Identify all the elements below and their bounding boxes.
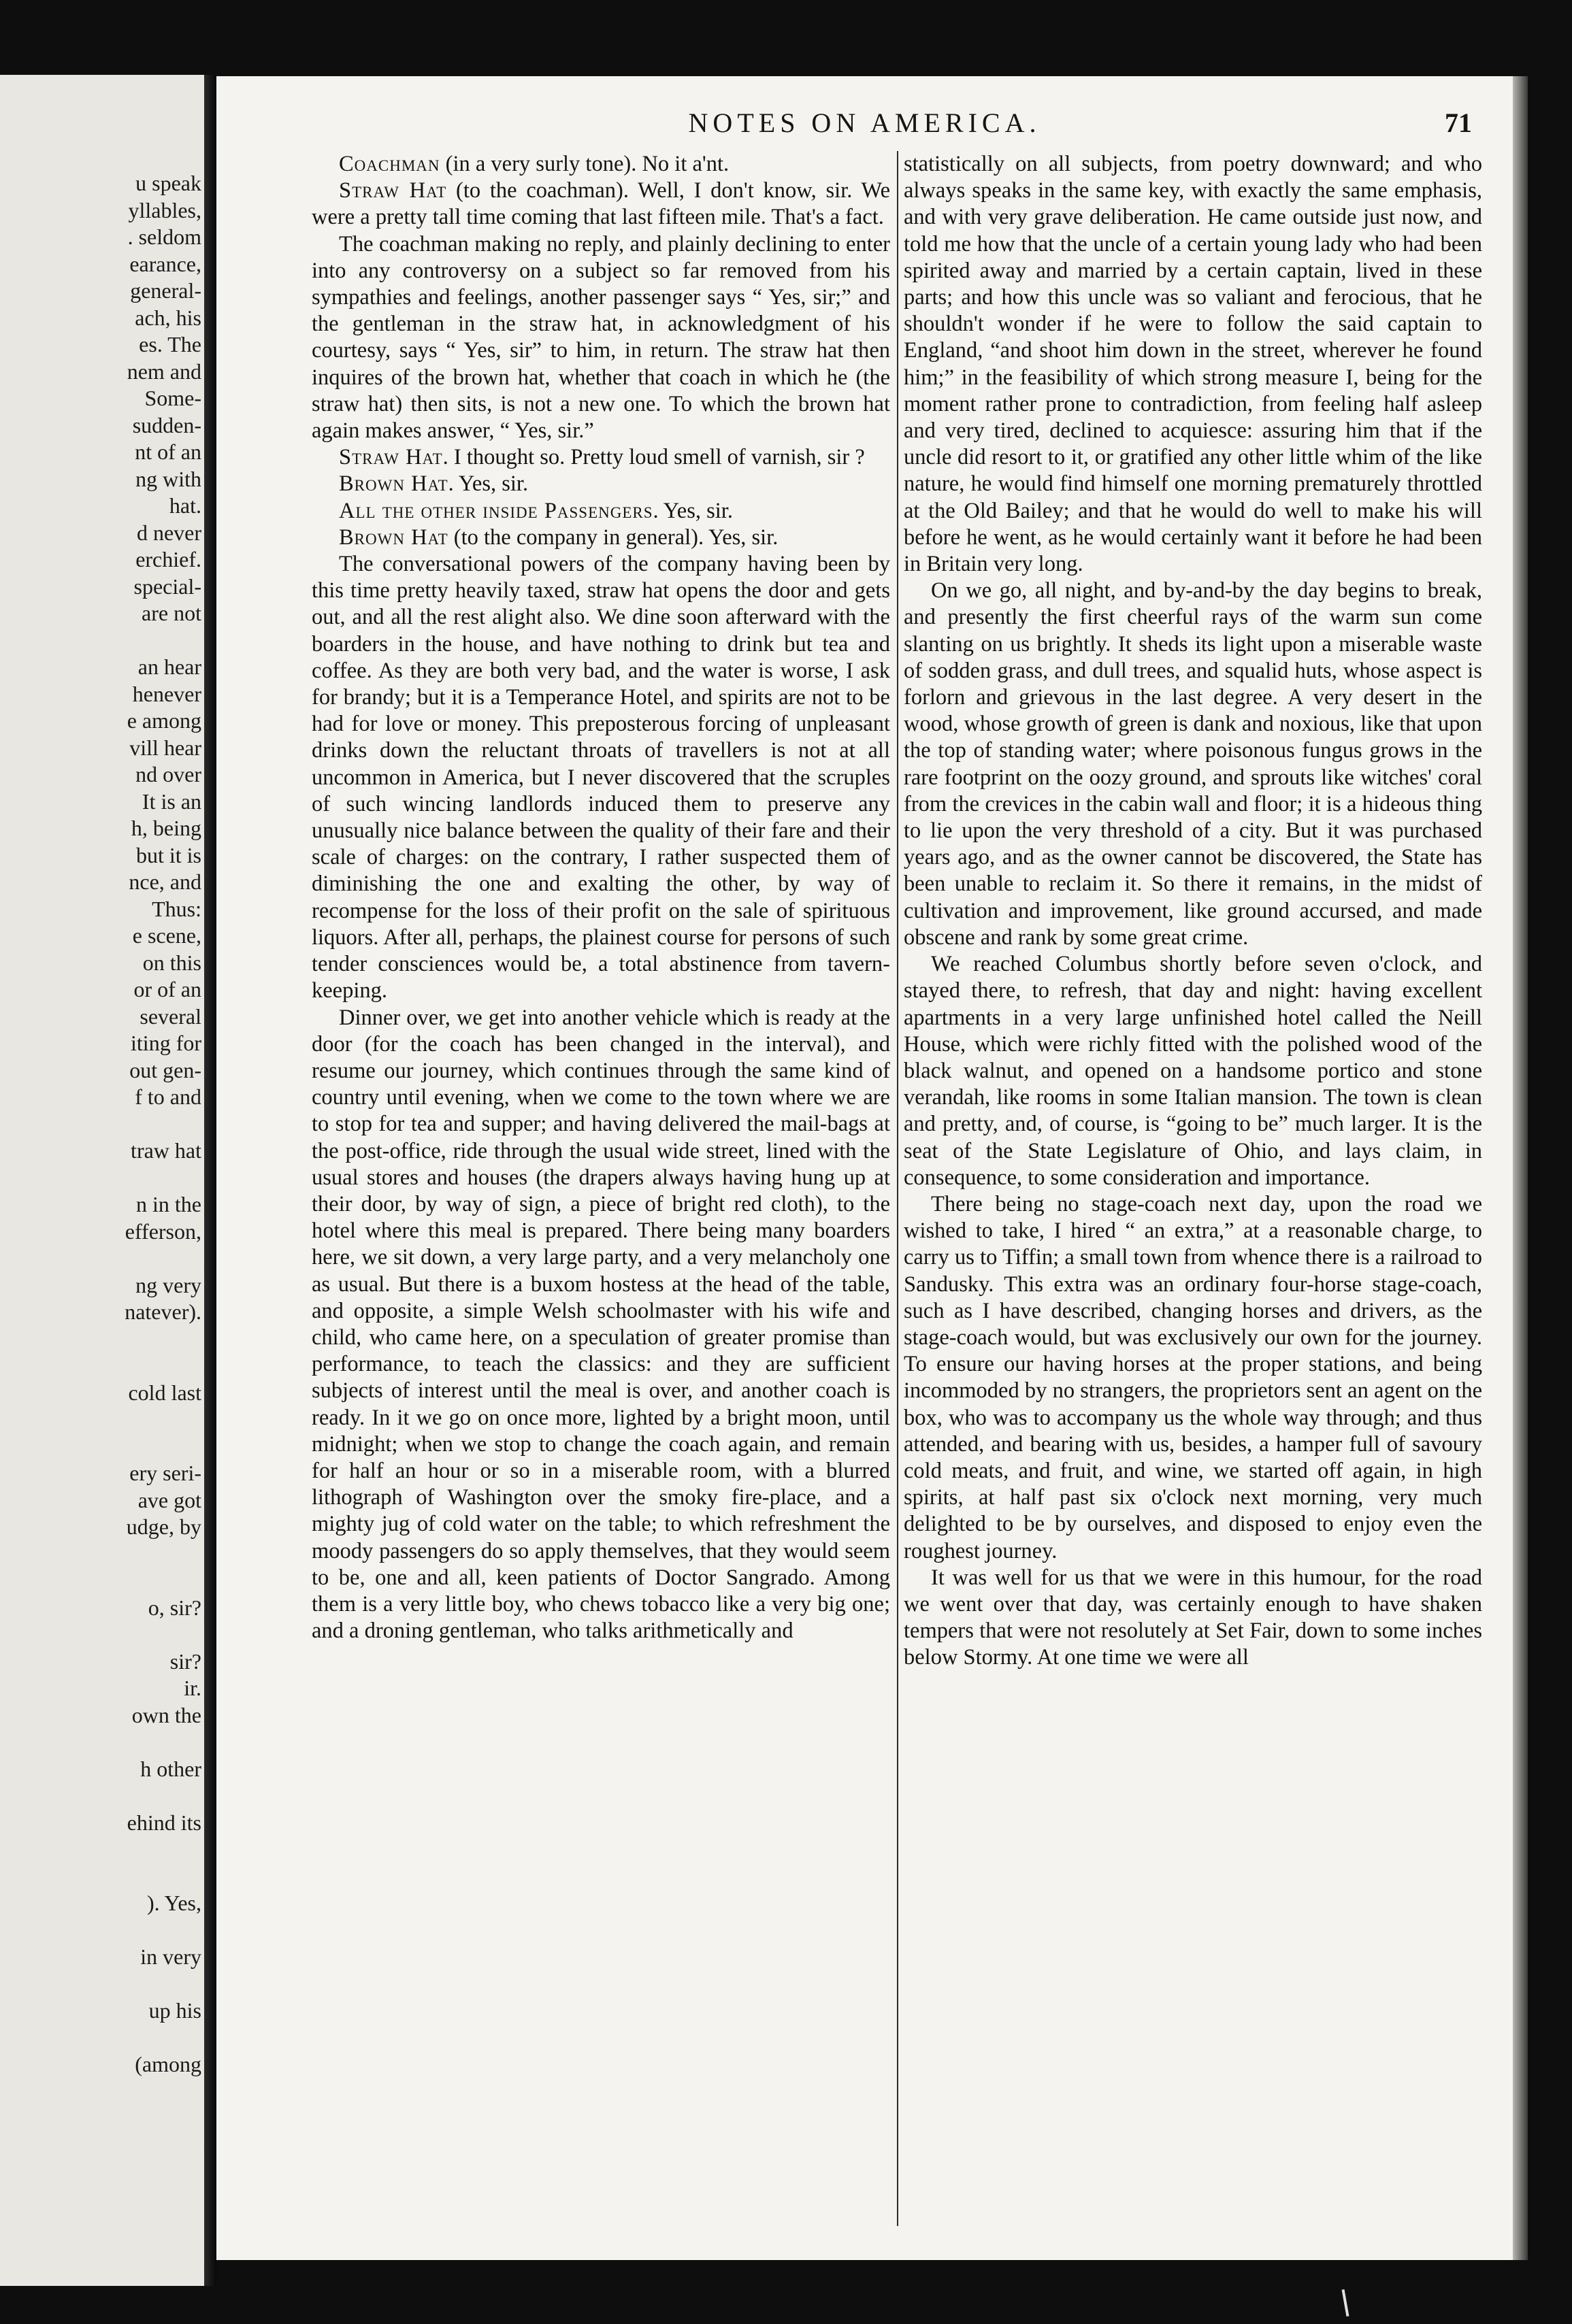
- facing-page-line: [0, 1406, 201, 1433]
- paragraph-text: (to the coachman). Well, I don't know, sir. We were a pretty tall time coming that last fifteen mile. That's a fact.: [312, 178, 890, 230]
- facing-page-line: several: [140, 1003, 201, 1029]
- facing-page-line: ave got: [137, 1487, 201, 1512]
- facing-page-line: es. The: [139, 332, 201, 356]
- paragraph-text: Dinner over, we get into another vehicle which is ready at the door (for the coach has been changed in the interval), and resume our journey, which continues through the same kind of country until evening, when we come to the town where we are to stop for tea and supper; and having delivered the mail-bags at the post-office, ride through the usual wide street, lined with the usual stores and houses (the drapers always having hung up at their door, by way of sign, a piece of bright red cloth), to the hotel where this meal is prepared. There being many boarders here, we sit down, a very large party, and a very melancholy one as usual. But there is a buxom hostess at the head of the table, and opposite, a simple Welsh schoolmaster with his wife and child, who came here, on a speculation of greater promise than performance, to teach the classics: and they are sufficient subjects of interest until the meal is over, and another coach is ready. In it we go on once more, lighted by a bright moon, until midnight; when we stop to change the coach again, and remain for half an hour or so in a miserable room, with a blurred lithograph of Washington over the smoky fire-place, and a mighty jug of cold water on the table; to which refreshment the moody passengers do so apply themselves, that they would seem to be, one and all, keen patients of Doctor Sangrado. Among them is a very little boy, who chews tobacco like a very big one; and a droning gentleman, who talks arithmetically and: [312, 1005, 890, 1644]
- facing-page-line: are not: [142, 601, 201, 625]
- facing-page-line: [0, 1863, 201, 1891]
- dialogue-line: [312, 151, 890, 178]
- facing-page-line: ). Yes,: [146, 1891, 201, 1915]
- facing-page-line: u speak: [135, 171, 201, 195]
- dialogue-line: [312, 178, 890, 231]
- facing-page-line: general-: [130, 278, 201, 303]
- column-divider: [897, 151, 898, 2226]
- facing-page-line: h other: [140, 1756, 201, 1781]
- speaker-name: Brown Hat: [339, 525, 448, 550]
- facing-page-line: h, being: [131, 816, 201, 840]
- facing-page-line: nce, and: [129, 869, 201, 894]
- facing-page-line: [0, 1326, 201, 1353]
- dialogue-line: [312, 471, 890, 497]
- paragraph: statistically on all subjects, from poetry downward; and who always speaks in the same key, with exactly the same emphasis, and with very grave deliberation. He came outside just now, and told me how that the uncle of a certain young lady who had been spirited away and married by a certain captain, lived in these parts; and how this uncle was so valiant and ferocious, that he shouldn't wonder if he were to follow the said captain to England, “and shoot him down in the street, wherever he found him;” in the feasibility of which strong measure I, being for the moment rather prone to contradiction, from feeling half asleep and very tired, declined to acquiesce: assuring him that if the uncle did resort to it, or gratified any other little whim of the like nature, he would find himself one morning prematurely throttled at the Old Bailey; and that he would do well to make his will before he went, as he would certainly want it before he had been in Britain very long.: [904, 152, 1482, 577]
- facing-page-line: (among: [135, 2052, 201, 2076]
- page-edge: [1513, 76, 1528, 2260]
- facing-page-line: Some-: [144, 386, 201, 410]
- paragraph: We reached Columbus shortly before seven o'clock, and stayed there, to refresh, that day and night: having excellent apartments in a very large unfinished hotel called the Neill House, which were richly fitted with the polished wood of the black walnut, and opened on a handsome portico and stone verandah, like rooms in some Italian mansion. The town is clean and pretty, and, of course, is “going to be” much larger. It is the seat of the State Legislature of Ohio, and lays claim, in consequence, to some consideration and importance.: [904, 952, 1482, 1190]
- facing-page-line: but it is: [135, 842, 201, 867]
- facing-page-line: f to and: [135, 1084, 201, 1109]
- facing-page-line: nt of an: [135, 439, 201, 464]
- facing-page-line: nem and: [127, 359, 201, 384]
- facing-page-fragment: [0, 75, 204, 2286]
- paragraph-text: (to the company in general). Yes, sir.: [448, 525, 779, 550]
- facing-page-line: [0, 1782, 201, 1810]
- paragraph-text: (in a very surly tone). No it a'nt.: [440, 152, 730, 176]
- speaker-name: All the other inside Passengers: [339, 498, 653, 523]
- facing-page-line: e among: [127, 708, 201, 733]
- dialogue-line: [312, 525, 890, 551]
- facing-page-line: an hear: [137, 654, 201, 679]
- facing-page-line: vill hear: [129, 735, 201, 760]
- facing-page-line: erchief.: [135, 547, 201, 571]
- facing-page-line: ng with: [135, 466, 201, 491]
- facing-page-line: sudden-: [132, 412, 201, 437]
- facing-page-text: [0, 170, 201, 2078]
- book-page: [216, 76, 1513, 2260]
- paragraph: On we go, all night, and by-and-by the day begins to break, and presently the first cheerful rays of the warm sun come slanting on us brightly. It sheds its light upon a miserable waste of sodden grass, and dull trees, and squalid huts, whose aspect is forlorn and grievous in the last degree. A very desert in the wood, whose growth of green is dank and noxious, like that upon the top of standing water; where poisonous fungus grows in the rare footprint on the oozy ground, and sprouts like witches' coral from the crevices in the cabin wall and floor; it is a hideous thing to lie upon the very threshold of a city. But it was purchased years ago, and as the owner cannot be discovered, the State has been unable to reclaim it. So there it remains, in the midst of cultivation and improvement, like ground accursed, and made obscene and rank by some great crime.: [904, 578, 1482, 950]
- dialogue-line: [312, 498, 890, 525]
- paragraph: [312, 231, 890, 445]
- paragraph-text: The coachman making no reply, and plainly declining to enter into any controversy on a subject so far removed from his sympathies and feelings, another passenger says “ Yes, sir;” and the gentleman in the straw hat, in acknowledgment of his courtesy, says “ Yes, sir” to him, in return. The straw hat then inquires of the brown hat, whether that coach in which he (the straw hat) then sits, is not a new one. To which the brown hat again makes answer, “ Yes, sir.”: [312, 231, 890, 444]
- paragraph: There being no stage-coach next day, upon the road we wished to take, I hired “ an extra,” at a reasonable charge, to carry us to Tiffin; a small town from whence there is a railroad to Sandusky. This extra was an ordinary four-horse stage-coach, such as I have described, changing horses and drivers, as the stage-coach would, but was exclusively our own for the journey. To ensure our having horses at the proper stations, and being incommoded by no strangers, the proprietors sent an agent on the box, who was to accompany us the whole way through; and thus attended, and bearing with us, besides, a hamper full of savoury cold meats, and fruit, and wine, we started off again, in high spirits, at half past six o'clock next morning, very much delighted to be by ourselves, and disposed to enjoy even the roughest journey.: [904, 1191, 1482, 1563]
- paragraph: It was well for us that we were in this humour, for the road we went over that day, was certainly enough to have shaken tempers that were not resolutely at Set Fair, down to some inches below Stormy. At one time we were all: [904, 1565, 1482, 1670]
- facing-page-line: [0, 627, 201, 654]
- facing-page-line: hat.: [169, 493, 201, 518]
- facing-page-line: own the: [131, 1702, 201, 1727]
- facing-page-line: in very: [140, 1944, 201, 1969]
- facing-page-line: [0, 1111, 201, 1138]
- facing-page-line: [0, 1165, 201, 1192]
- facing-page-line: ach, his: [135, 305, 201, 330]
- paragraph-text: The conversational powers of the company having been by this time pretty heavily taxed, straw hat opens the door and gets out, and all the rest alight also. We dine soon afterward with the boarders in the house, and have nothing to drink but tea and coffee. As they are both very bad, and the water is worse, I ask for brandy; but it is a Temperance Hotel, and spirits are not to be had for love or money. This preposterous forcing of unpleasant drinks down the reluctant throats of travellers is not at all uncommon in America, but I never discovered that the scruples of such wincing landlords induced them to preserve any unusually nice balance between the quality of their fare and their scale of charges: on the contrary, I rather suspected them of diminishing the one and exalting the other, by way of recompense for the loss of their profit on the sale of spirituous liquors. After all, perhaps, the plainest course for persons of such tender consciences would be, a total abstinence from tavern-keeping.: [312, 552, 890, 1003]
- facing-page-line: [0, 1245, 201, 1272]
- facing-page-line: traw hat: [131, 1138, 201, 1163]
- facing-page-line: It is an: [142, 788, 201, 814]
- running-header: NOTES ON AMERICA.: [688, 107, 1041, 138]
- facing-page-line: [0, 1541, 201, 1568]
- scan-mark: [1342, 2289, 1349, 2317]
- facing-page-line: [0, 1433, 201, 1461]
- facing-page-line: special-: [133, 574, 201, 599]
- facing-page-line: n in the: [136, 1192, 201, 1216]
- facing-page-line: [0, 1621, 201, 1648]
- facing-page-line: sir?: [169, 1648, 201, 1674]
- facing-page-line: on this: [142, 950, 201, 975]
- facing-page-line: [0, 2025, 201, 2052]
- facing-page-line: or of an: [133, 977, 201, 1001]
- facing-page-line: efferson,: [125, 1218, 201, 1244]
- facing-page-line: earance,: [129, 251, 201, 276]
- facing-page-line: henever: [132, 681, 201, 706]
- speaker-name: Straw Hat: [339, 178, 447, 203]
- facing-page-line: ehind its: [127, 1810, 201, 1835]
- book-gutter: [204, 75, 216, 2286]
- facing-page-line: [0, 1917, 201, 1944]
- text-column-left: [312, 151, 890, 2233]
- facing-page-line: natever).: [125, 1299, 201, 1324]
- speaker-name: Straw Hat: [339, 445, 443, 470]
- speaker-name: Coachman: [339, 152, 440, 176]
- facing-page-line: d never: [136, 520, 201, 545]
- facing-page-line: yllables,: [128, 197, 201, 222]
- paragraph: [312, 1005, 890, 1645]
- facing-page-line: [0, 1729, 201, 1756]
- facing-page-line: e scene,: [132, 923, 201, 948]
- paragraph: [312, 551, 890, 1004]
- dialogue-line: [312, 444, 890, 471]
- facing-page-line: iting for: [131, 1031, 201, 1055]
- text-column-right: [904, 151, 1482, 2233]
- facing-page-line: Thus:: [152, 896, 201, 921]
- facing-page-line: o, sir?: [148, 1595, 201, 1620]
- facing-page-line: ng very: [135, 1272, 201, 1297]
- speaker-name: Brown Hat: [339, 471, 448, 497]
- facing-page-line: . seldom: [127, 225, 201, 249]
- facing-page-line: ery seri-: [129, 1461, 201, 1485]
- paragraph-text: . Yes, sir.: [653, 498, 733, 523]
- page-number: 71: [1445, 107, 1472, 138]
- paragraph-text: . Yes, sir.: [448, 471, 529, 497]
- facing-page-line: [0, 1836, 201, 1863]
- facing-page-line: up his: [148, 1998, 201, 2023]
- facing-page-line: [0, 1971, 201, 1998]
- facing-page-line: cold last: [128, 1380, 201, 1405]
- facing-page-line: [0, 1352, 201, 1380]
- facing-page-line: udge, by: [126, 1514, 201, 1539]
- paragraph-text: . I thought so. Pretty loud smell of varnish, sir ?: [442, 445, 865, 470]
- facing-page-line: [0, 1567, 201, 1595]
- facing-page-line: out gen-: [129, 1057, 201, 1082]
- facing-page-line: nd over: [135, 762, 201, 786]
- facing-page-line: ir.: [184, 1676, 201, 1700]
